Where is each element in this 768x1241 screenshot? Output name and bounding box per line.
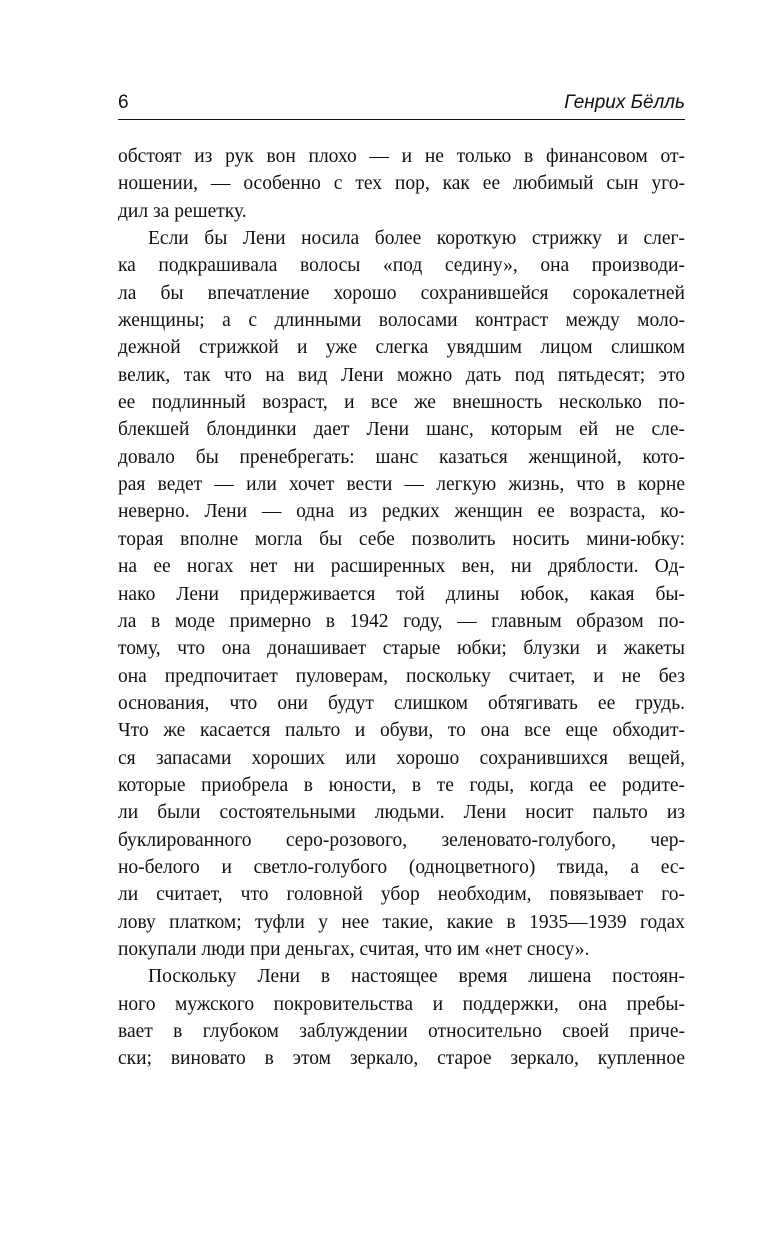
text-line: лову платком; туфли у нее такие, какие в 1935—1939 годах [118,911,685,933]
text-line: основания, что они будут слишком обтягивать ее грудь. [118,692,685,714]
text-line: ски; виновато в этом зеркало, старое зеркало, купленное [118,1048,685,1070]
text-line: ного мужского покровительства и поддержки, она пребы- [118,993,685,1015]
text-line: ла бы впечатление хорошо сохранившейся сорокалетней [118,282,685,304]
text-line: ли считает, что головной убор необходим, повязывает го- [118,884,685,906]
text-line: она предпочитает пуловерам, поскольку считает, и не без [118,665,685,687]
text-line: вает в глубоком заблуждении относительно своей приче- [118,1021,685,1042]
text-line: дежной стрижкой и уже слегка увядшим лицом слишком [118,337,685,359]
text-line: неверно. Лени — одна из редких женщин ее возраста, ко- [118,501,685,523]
page-number: 6 [118,92,129,113]
text-line: ли были состоятельными людьми. Лени носит пальто из [118,802,685,824]
text-line: на ее ногах нет ни расширенных вен, ни дряблости. Од- [118,556,685,578]
page-header [118,88,685,118]
text-line: ее подлинный возраст, и все же внешность несколько по- [118,392,685,414]
text-line: Поскольку Лени в настоящее время лишена постоян- [148,966,685,988]
text-line: Если бы Лени носила более короткую стрижку и слег- [148,228,685,250]
text-line: женщины; а с длинными волосами контраст между моло- [118,310,685,332]
text-line: но-белого и светло-голубого (одноцветного) твида, а ес- [118,856,685,878]
text-line: ка подкрашивала волосы «под седину», она производи- [118,255,685,277]
body-text [118,143,685,1073]
text-line: нако Лени придерживается той длины юбок, какая бы- [118,583,685,605]
text-line: тому, что она донашивает старые юбки; блузки и жакеты [118,638,685,660]
running-title: Генрих Бёлль [564,92,685,113]
text-line: блекшей блондинки дает Лени шанс, которым ей не сле- [118,419,685,441]
text-line: покупали люди при деньгах, считая, что им «нет сносу». [118,938,590,960]
text-line: рая ведет — или хочет вести — легкую жизнь, что в корне [118,474,685,496]
header-rule [118,119,685,120]
text-line: дил за решетку. [118,200,247,222]
text-line: буклированного серо-розового, зеленовато-голубого, чер- [118,829,685,851]
text-line: ла в моде примерно в 1942 году, — главным образом по- [118,610,685,632]
text-line: велик, так что на вид Лени можно дать под пятьдесят; это [118,364,685,386]
text-line: торая вполне могла бы себе позволить носить мини-юбку: [118,528,685,550]
text-line: ношении, — особенно с тех пор, как ее любимый сын уго- [118,173,685,195]
text-line: Что же касается пальто и обуви, то она все еще обходит- [118,720,685,742]
text-line: довало бы пренебрегать: шанс казаться женщиной, кото- [118,446,685,468]
text-line: ся запасами хороших или хорошо сохранившихся вещей, [118,747,685,769]
text-line: которые приобрела в юности, в те годы, когда ее родите- [118,774,685,796]
text-line: обстоят из рук вон плохо — и не только в финансовом от- [118,146,685,167]
